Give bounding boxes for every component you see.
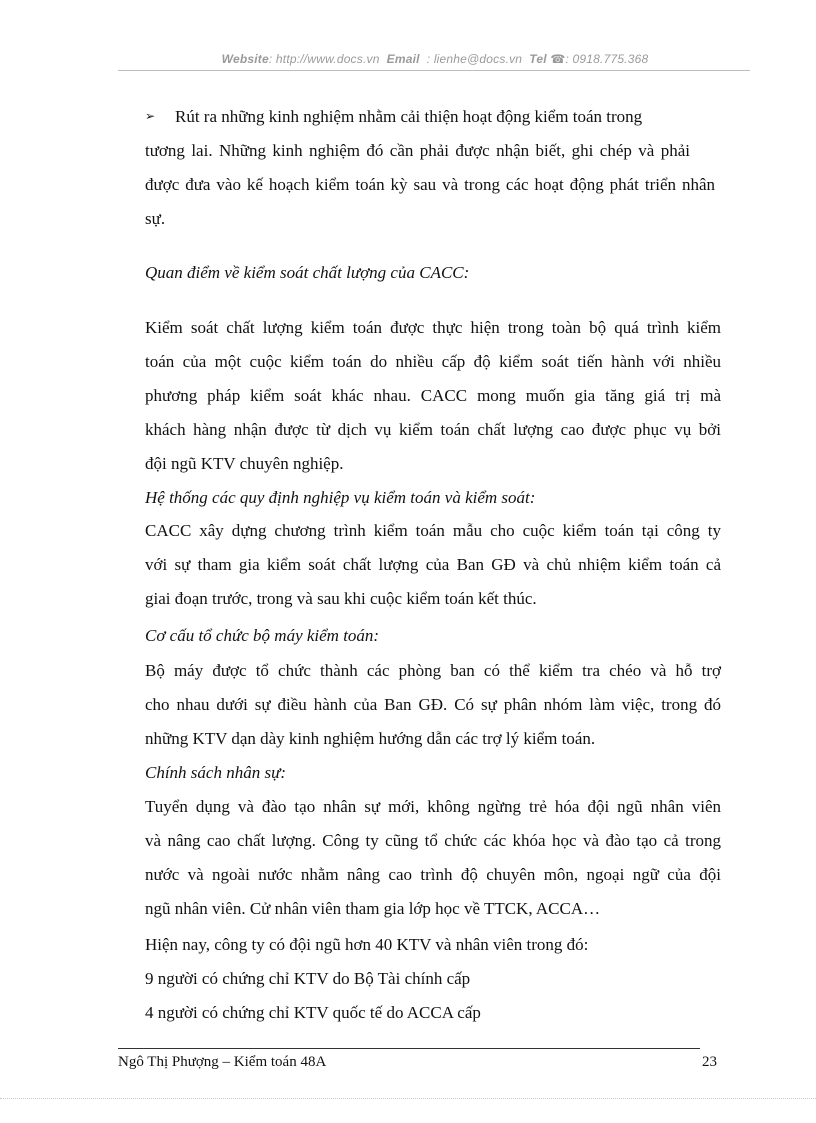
header-divider xyxy=(118,70,750,71)
text-line: nước và ngoài nước nhằm nâng cao trình độ chuyên môn, ngoại ngữ của đội xyxy=(145,865,721,884)
text-line: những KTV dạn dày kinh nghiệm hướng dẫn các trợ lý kiểm toán. xyxy=(145,729,596,748)
text-line: phương pháp kiểm soát khác nhau. CACC mong muốn gia tăng giá trị mà xyxy=(145,386,721,405)
text-line: Rút ra những kinh nghiệm nhằm cải thiện hoạt động kiểm toán trong xyxy=(175,107,643,126)
heading-cacc-quality: Quan điểm về kiểm soát chất lượng của CACC: xyxy=(145,263,470,282)
heading-org-structure: Cơ cấu tổ chức bộ máy kiểm toán: xyxy=(145,626,380,645)
text-line: cho nhau dưới sự điều hành của Ban GĐ. Có sự phân nhóm làm việc, trong đó xyxy=(145,695,721,714)
bullet-paragraph xyxy=(145,141,715,243)
footer-author: Ngô Thị Phượng – Kiểm toán 48A xyxy=(118,1054,327,1070)
text-line: giai đoạn trước, trong và sau khi cuộc kiểm toán kết thúc. xyxy=(145,589,537,608)
text-line: Kiểm soát chất lượng kiểm toán được thực hiện trong toàn bộ quá trình kiểm xyxy=(145,318,721,337)
text-line: đội ngũ KTV chuyên nghiệp. xyxy=(145,454,344,473)
text-line: và nâng cao chất lượng. Công ty cũng tổ chức các khóa học và đào tạo cả trong xyxy=(145,831,721,850)
page-header xyxy=(120,52,750,66)
phone-icon: ☎ xyxy=(550,52,566,66)
heading-audit-rules: Hệ thống các quy định nghiệp vụ kiểm toán và kiểm soát: xyxy=(145,488,536,507)
quality-control-paragraph xyxy=(145,318,721,488)
email-value: : lienhe@docs.vn xyxy=(426,52,523,66)
bullet-paragraph-first-line xyxy=(175,107,683,141)
bullet-arrow-icon: ➢ xyxy=(145,109,156,123)
email-label: Email xyxy=(386,52,420,66)
page-number: 23 xyxy=(702,1054,717,1070)
audit-rules-paragraph xyxy=(145,521,721,623)
text-line: sự. xyxy=(145,209,166,228)
tel-label: Tel xyxy=(529,52,547,66)
text-line: Bộ máy được tổ chức thành các phòng ban có thể kiểm tra chéo và hỗ trợ xyxy=(145,661,721,680)
text-line: ngũ nhân viên. Cử nhân viên tham gia lớp học về TTCK, ACCA… xyxy=(145,899,601,918)
text-line: Hiện nay, công ty có đội ngũ hơn 40 KTV và nhân viên trong đó: xyxy=(145,935,589,954)
text-line: được đưa vào kế hoạch kiểm toán kỳ sau và trong các hoạt động phát triển nhân xyxy=(145,175,715,194)
heading-hr-policy: Chính sách nhân sự: xyxy=(145,763,287,782)
org-structure-paragraph xyxy=(145,661,721,763)
text-line: Tuyển dụng và đào tạo nhân sự mới, không ngừng trẻ hóa đội ngũ nhân viên xyxy=(145,797,721,816)
text-line: khách hàng nhận được từ dịch vụ kiểm toán chất lượng cao được phục vụ bởi xyxy=(145,420,721,439)
hr-policy-paragraph xyxy=(145,797,721,933)
website-label: Website xyxy=(221,52,269,66)
text-line: toán của một cuộc kiểm toán do nhiều cấp độ kiểm soát tiến hành với nhiều xyxy=(145,352,721,371)
text-line: CACC xây dựng chương trình kiểm toán mẫu cho cuộc kiểm toán tại công ty xyxy=(145,521,721,540)
website-value: : http://www.docs.vn xyxy=(268,52,380,66)
staff-paragraph xyxy=(145,935,721,1037)
page-bottom-divider xyxy=(0,1098,816,1099)
tel-value: : 0918.775.368 xyxy=(565,52,649,66)
text-line: 4 người có chứng chỉ KTV quốc tế do ACCA cấp xyxy=(145,1003,481,1022)
text-line: tương lai. Những kinh nghiệm đó cần phải được nhận biết, ghi chép và phải xyxy=(145,141,690,160)
text-line: với sự tham gia kiểm soát chất lượng của Ban GĐ và chủ nhiệm kiểm toán cả xyxy=(145,555,721,574)
footer-divider xyxy=(118,1048,700,1049)
text-line: 9 người có chứng chỉ KTV do Bộ Tài chính cấp xyxy=(145,969,471,988)
